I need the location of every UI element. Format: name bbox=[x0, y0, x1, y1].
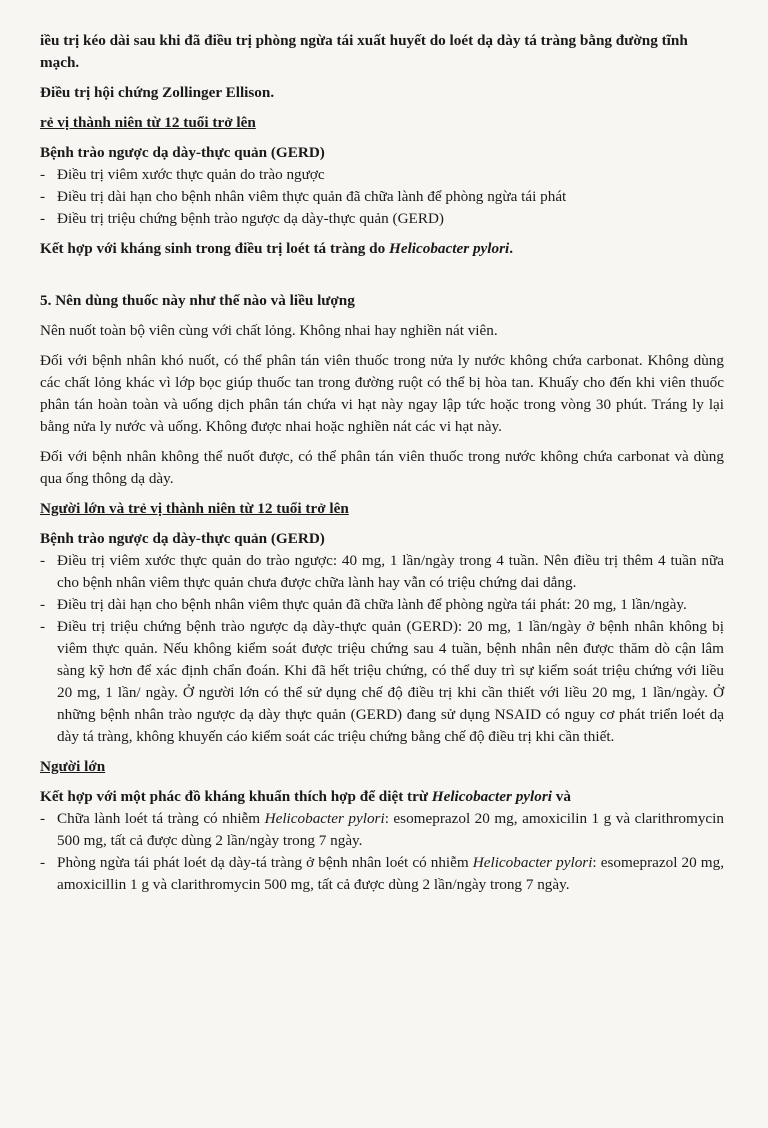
section-5-para-1: Nên nuốt toàn bộ viên cùng với chất lỏng. Không nhai hay nghiền nát viên. bbox=[40, 322, 498, 339]
teen-combo-line: Kết hợp với kháng sinh trong điều trị loét tá tràng do Helicobacter pylori. bbox=[40, 240, 514, 257]
adult-heading: Người lớn bbox=[40, 758, 106, 775]
intro-line-2: Điều trị hội chứng Zollinger Ellison. bbox=[40, 84, 275, 101]
adult-teen-heading: Người lớn và trẻ vị thành niên từ 12 tuổi trở lên bbox=[40, 500, 349, 517]
list-item: - Điều trị dài hạn cho bệnh nhân viêm thực quản đã chữa lành để phòng ngừa tái phát bbox=[40, 188, 567, 205]
list-item: - Điều trị dài hạn cho bệnh nhân viêm thực quản đã chữa lành để phòng ngừa tái phát: 20 mg, 1 lần/ngày. bbox=[40, 596, 687, 613]
list-item: - Điều trị triệu chứng bệnh trào ngược dạ dày-thực quản (GERD): 20 mg, 1 lần/ngày ở bệnh nhân không bị viêm thực quản. Nếu không kiểm soát được triệu chứng sau 4 tuần, bệnh nhân nên được thăm dò cận lâm sàng kỹ hơn để xác định chẩn đoán. Khi đã hết triệu chứng, có thể duy trì sự kiểm soát triệu chứng với liều 20 mg, 1 lần/ ngày. Ở người lớn có thể sử dụng chế độ điều trị khi cần thiết với liều 20 mg, 1 lần/ngày. Ở những bệnh nhân trào ngược dạ dày thực quản (GERD) đang sử dụng NSAID có nguy cơ phát triển loét dạ dày tá tràng, không khuyến cáo kiểm soát các triệu chứng bằng chế độ điều trị khi cần thiết. bbox=[40, 618, 724, 745]
list-item: - Điều trị viêm xước thực quản do trào ngược: 40 mg, 1 lần/ngày trong 4 tuần. Nên điều trị thêm 4 tuần nữa cho bệnh nhân viêm thực quản chưa được chữa lành hay vẫn có triệu chứng dai dẳng. bbox=[40, 552, 724, 591]
teen-subheading: Bệnh trào ngược dạ dày-thực quản (GERD) bbox=[40, 144, 325, 161]
list-item: - Phòng ngừa tái phát loét dạ dày-tá tràng ở bệnh nhân loét có nhiễm Helicobacter pylori: esomeprazol 20 mg, amoxicillin 1 g và clarithromycin 500 mg, tất cả được dùng 2 lần/ngày trong 7 ngày. bbox=[40, 854, 725, 893]
list-item: - Điều trị viêm xước thực quản do trào ngược bbox=[40, 166, 325, 183]
section-5-para-3: Đối với bệnh nhân không thể nuốt được, có thể phân tán viên thuốc trong nước không chứa carbonat và dùng qua ống thông dạ dày. bbox=[40, 448, 724, 487]
adult-combo-line: Kết hợp với một phác đồ kháng khuẩn thích hợp để diệt trừ Helicobacter pylori và bbox=[40, 788, 571, 805]
list-item: - Chữa lành loét tá tràng có nhiễm Helicobacter pylori: esomeprazol 20 mg, amoxicilin 1 g và clarithromycin 500 mg, tất cả được dùng 2 lần/ngày trong 7 ngày. bbox=[40, 810, 724, 849]
adult-teen-bullet-list bbox=[40, 550, 724, 748]
adult-teen-subheading: Bệnh trào ngược dạ dày-thực quản (GERD) bbox=[40, 530, 325, 547]
section-5-para-2: Đối với bệnh nhân khó nuốt, có thể phân tán viên thuốc trong nửa ly nước không chứa carbonat. Không dùng các chất lỏng khác vì lớp bọc giúp thuốc tan trong đường ruột có thể bị hòa tan. Khuấy cho đến khi viên thuốc phân tán hoàn toàn và uống dịch phân tán chứa vi hạt này ngay lập tức hoặc trong vòng 30 phút. Tráng ly lại bằng nửa ly nước và uống. Không được nhai hoặc nghiền nát các vi hạt này. bbox=[40, 352, 724, 435]
adult-bullet-list bbox=[40, 808, 724, 896]
list-item: - Điều trị triệu chứng bệnh trào ngược dạ dày-thực quản (GERD) bbox=[40, 210, 444, 227]
teen-heading: rẻ vị thành niên từ 12 tuổi trở lên bbox=[40, 114, 256, 131]
intro-line-1: iều trị kéo dài sau khi đã điều trị phòng ngừa tái xuất huyết do loét dạ dày tá tràng bằng đường tĩnh mạch. bbox=[40, 32, 688, 71]
section-5-title: 5. Nên dùng thuốc này như thế nào và liều lượng bbox=[40, 292, 355, 309]
teen-bullet-list bbox=[40, 164, 724, 230]
